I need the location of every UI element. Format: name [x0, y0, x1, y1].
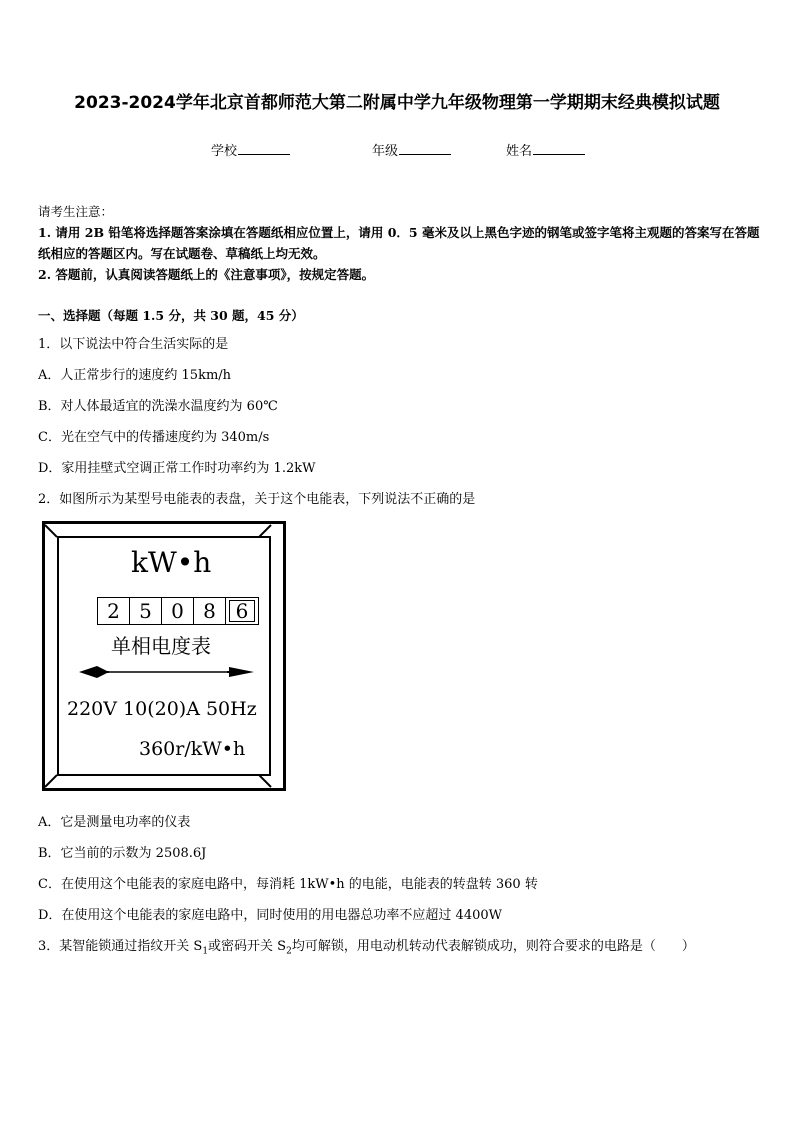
- section-heading: 一、选择题（每题 1.5 分，共 30 题，45 分）: [38, 308, 304, 323]
- energy-meter-figure: [42, 521, 286, 791]
- grade-label: 年级: [372, 144, 399, 159]
- school-field: [211, 140, 290, 159]
- q3-sub2: 2: [286, 946, 292, 957]
- q3-sub1: 1: [202, 946, 209, 957]
- q1-option-c: C．光在空气中的传播速度约为 340m/s: [38, 430, 270, 445]
- name-blank: [533, 142, 585, 155]
- meter-name: 单相电度表: [111, 634, 211, 658]
- meter-unit: kW•h: [131, 546, 212, 579]
- meter-corner-bl: [44, 774, 57, 787]
- notice-item-2: 2. 答题前，认真阅读答题纸上的《注意事项》，按规定答题。: [38, 267, 375, 282]
- q1-stem: 1．以下说法中符合生活实际的是: [38, 337, 229, 352]
- grade-blank: [399, 142, 451, 155]
- school-blank: [238, 142, 290, 155]
- q1-option-d: D．家用挂壁式空调正常工作时功率约为 1.2kW: [38, 461, 316, 476]
- exam-title: 2023-2024学年北京首都师范大第二附属中学九年级物理第一学期期末经典模拟试题: [74, 93, 720, 113]
- q2-stem: 2．如图所示为某型号电能表的表盘，关于这个电能表，下列说法不正确的是: [38, 492, 476, 507]
- meter-spec: 220V 10(20)A 50Hz: [67, 698, 257, 720]
- q2-option-d: D．在使用这个电能表的家庭电路中，同时使用的用电器总功率不应超过 4400W: [38, 908, 503, 923]
- meter-digits: [97, 597, 259, 625]
- meter-corner-tl: [44, 524, 57, 537]
- q1-option-b: B．对人体最适宜的洗澡水温度约为 60℃: [38, 399, 278, 414]
- notice-block: [38, 201, 760, 285]
- q1-option-a: A．人正常步行的速度约 15km/h: [38, 368, 232, 383]
- q3-stem: [38, 935, 695, 957]
- q2-option-a: A．它是测量电功率的仪表: [38, 815, 191, 830]
- meter-digit: 2: [98, 598, 130, 624]
- name-field: [506, 140, 585, 159]
- q3-stem-part2: 或密码开关 S: [208, 939, 287, 954]
- meter-digit: 5: [130, 598, 162, 624]
- meter-digit: 0: [162, 598, 194, 624]
- q2-option-c: C．在使用这个电能表的家庭电路中，每消耗 1kW•h 的电能，电能表的转盘转 360 转: [38, 877, 538, 892]
- school-label: 学校: [211, 144, 238, 159]
- meter-rate: 360r/kW•h: [139, 738, 246, 760]
- meter-digit-decimal: 6: [226, 598, 258, 624]
- meter-corner-br: [258, 774, 271, 787]
- notice-heading: 请考生注意：: [38, 204, 114, 219]
- meter-face: [57, 536, 271, 776]
- meter-digit: 8: [194, 598, 226, 624]
- grade-field: [372, 140, 451, 159]
- q3-stem-part3: 均可解锁，用电动机转动代表解锁成功，则符合要求的电路是（ ）: [291, 939, 695, 954]
- q2-option-b: B．它当前的示数为 2508.6J: [38, 846, 207, 861]
- notice-item-1: 1. 请用 2B 铅笔将选择题答案涂填在答题纸相应位置上，请用 0．5 毫米及以上黑色字迹的钢笔或签字笔将主观题的答案写在答题纸相应的答题区内。写在试题卷、草稿纸上均无效。: [38, 225, 760, 261]
- name-label: 姓名: [506, 144, 533, 159]
- q3-stem-part1: 3．某智能锁通过指纹开关 S: [38, 939, 203, 954]
- meter-arrow-icon: [79, 664, 259, 680]
